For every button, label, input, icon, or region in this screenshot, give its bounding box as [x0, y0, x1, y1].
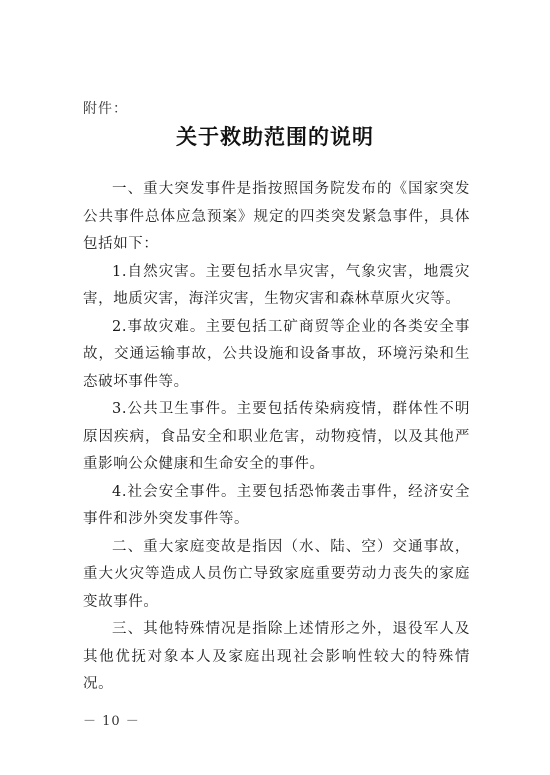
paragraph-natural-disaster: 1.自然灾害。主要包括水旱灾害，气象灾害，地震灾害，地质灾害，海洋灾害，生物灾害和森林草原火灾等。 [83, 263, 470, 307]
attachment-label: 附件： [83, 101, 128, 117]
paragraph-social-security: 4.社会安全事件。主要包括恐怖袭击事件，经济安全事件和涉外突发事件等。 [83, 483, 470, 527]
paragraph-family-change: 二、重大家庭变故是指因（水、陆、空）交通事故，重大火灾等造成人员伤亡导致家庭重要劳动力丧失的家庭变故事件。 [83, 538, 470, 610]
paragraph-other-special: 三、其他特殊情况是指除上述情形之外，退役军人及其他优抚对象本人及家庭出现社会影响性较大的特殊情况。 [83, 621, 470, 692]
paragraph-accident-disaster: 2.事故灾难。主要包括工矿商贸等企业的各类安全事故，交通运输事故，公共设施和设备事故，环境污染和生态破坏事件等。 [83, 318, 470, 390]
document-title: 关于救助范围的说明 [176, 124, 374, 149]
paragraph-public-health: 3.公共卫生事件。主要包括传染病疫情，群体性不明原因疾病，食品安全和职业危害，动物疫情，以及其他严重影响公众健康和生命安全的事件。 [83, 401, 470, 472]
document-body [83, 176, 470, 699]
page-number: － 10 － [83, 714, 140, 729]
paragraph-major-emergency: 一、重大突发事件是指按照国务院发布的《国家突发公共事件总体应急预案》规定的四类突发紧急事件，具体包括如下： [83, 181, 470, 252]
